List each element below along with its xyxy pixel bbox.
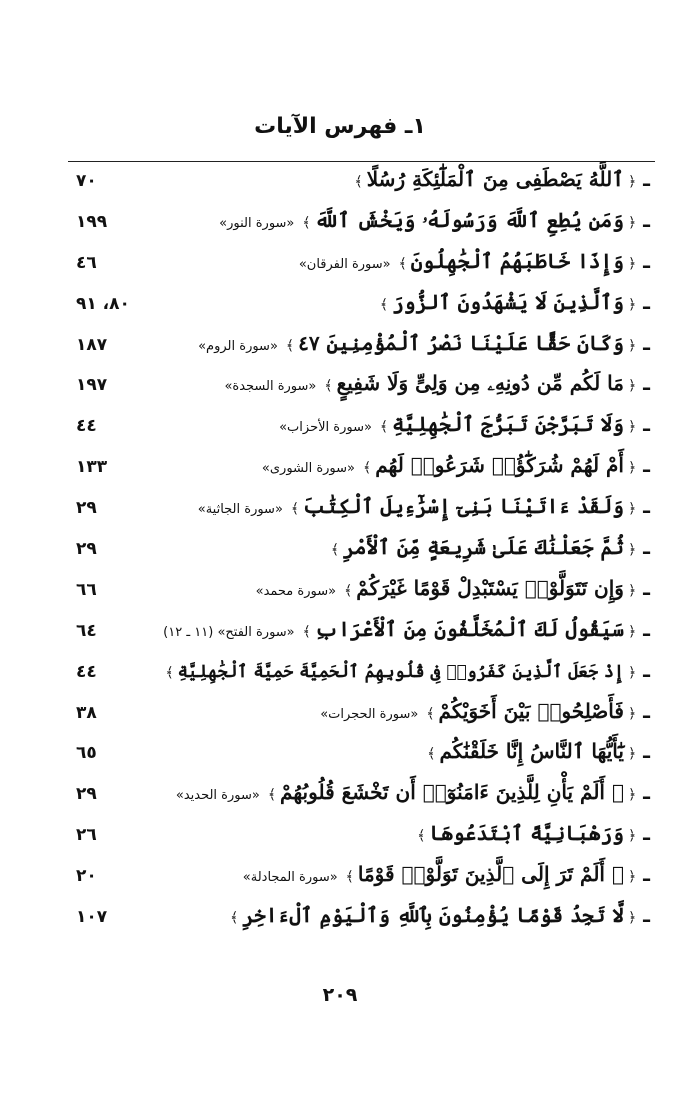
- ornate-bracket-open: ﴿: [627, 296, 637, 313]
- ornate-bracket-close: ﴾: [426, 705, 435, 722]
- surah-name: «سورة الفرقان»: [298, 256, 391, 272]
- verse-text: وَلَا تَبَرَّجْنَ تَبَرُّجَ ٱلْجَٰهِلِيَّةِ: [392, 412, 624, 437]
- page-reference: ٦٤: [76, 620, 97, 641]
- page-reference: ٤٤: [76, 416, 97, 437]
- bullet-dash: ـ: [643, 289, 650, 314]
- bullet-dash: ـ: [643, 371, 650, 396]
- index-row: [0, 613, 680, 654]
- index-row: [0, 572, 680, 613]
- verse-text: فَأَصْلِحُوا۟ بَيْنَ أَخَوَيْكُمْ: [438, 698, 624, 723]
- page-reference: ٤٤: [76, 661, 97, 682]
- page-reference: ١٩٩: [76, 211, 108, 232]
- ornate-bracket-open: ﴿: [627, 501, 637, 518]
- page-reference: ١٨٧: [76, 334, 108, 355]
- ornate-bracket-close: ﴾: [165, 664, 174, 681]
- index-entry: [198, 494, 650, 518]
- bullet-dash: ـ: [643, 167, 650, 191]
- ornate-bracket-open: ﴿: [627, 787, 637, 804]
- ornate-bracket-open: ﴿: [627, 664, 637, 681]
- index-entry: [230, 903, 650, 927]
- verse-text: وَلَقَدْ ءَاتَيْنَا بَنِىٓ إِسْرَٰٓءِيلَ ٱلْكِتَٰبَ: [303, 494, 624, 519]
- ornate-bracket-close: ﴾: [417, 828, 426, 845]
- ornate-bracket-close: ﴾: [379, 296, 389, 313]
- bullet-dash: ـ: [643, 330, 650, 355]
- ornate-bracket-open: ﴿: [627, 623, 637, 640]
- page-reference: ٢٩: [76, 498, 97, 519]
- bullet-dash: ـ: [643, 739, 650, 764]
- page-reference: ٢٠: [76, 866, 97, 887]
- verse-text: مَا لَكُم مِّن دُونِهِۦ مِن وَلِىٍّ وَلَا شَفِيعٍ: [336, 371, 624, 396]
- verse-text: لَّا تَجِدُ قَوْمًا يُؤْمِنُونَ بِٱللَّهِ وَٱلْيَوْمِ ٱلْءَاخِرِ: [242, 903, 624, 928]
- ornate-bracket-close: ﴾: [302, 214, 311, 231]
- verse-text: ٱللَّهُ يَصْطَفِى مِنَ ٱلْمَلَٰٓئِكَةِ رُسُلًا: [366, 167, 624, 191]
- ornate-bracket-open: ﴿: [627, 910, 637, 927]
- bullet-dash: ـ: [643, 616, 650, 641]
- page-title: ١ـ فهرس الآيات: [254, 114, 426, 139]
- surah-name: «سورة النور»: [219, 215, 295, 231]
- ornate-bracket-open: ﴿: [627, 828, 637, 845]
- ornate-bracket-close: ﴾: [427, 746, 436, 763]
- page-reference: ٢٩: [76, 784, 97, 805]
- index-entry: [219, 208, 650, 232]
- index-row: [0, 327, 680, 368]
- index-row: [0, 449, 680, 490]
- surah-name: «سورة السجدة»: [224, 379, 317, 395]
- index-row: [0, 163, 680, 204]
- surah-name: «سورة الجاثية»: [197, 502, 283, 518]
- verse-text: ثُمَّ جَعَلْنَٰكَ عَلَىٰ شَرِيعَةٍ مِّنَ ٱلْأَمْرِ: [343, 535, 624, 560]
- index-row: [0, 899, 680, 940]
- bullet-dash: ـ: [643, 412, 650, 437]
- index-row: [0, 776, 680, 817]
- index-entry: [279, 412, 650, 436]
- ornate-bracket-close: ﴾: [324, 378, 333, 395]
- verse-text: وَإِذَا خَاطَبَهُمُ ٱلْجَٰهِلُونَ: [410, 248, 624, 273]
- verse-index-list: [0, 163, 680, 940]
- bullet-dash: ـ: [643, 862, 650, 887]
- index-entry: [331, 535, 650, 559]
- bullet-dash: ـ: [643, 494, 650, 519]
- index-entry: [198, 331, 650, 355]
- index-entry: [427, 739, 650, 763]
- ornate-bracket-open: ﴿: [627, 460, 637, 477]
- verse-text: وَإِن تَتَوَلَّوْا۟ يَسْتَبْدِلْ قَوْمًا غَيْرَكُمْ: [356, 575, 624, 600]
- ornate-bracket-open: ﴿: [627, 337, 637, 354]
- index-entry: [243, 862, 650, 886]
- index-entry: [224, 371, 650, 395]
- index-row: [0, 735, 680, 776]
- ornate-bracket-close: ﴾: [330, 542, 340, 559]
- verse-text: وَمَن يُطِعِ ٱللَّهَ وَرَسُولَهُۥ وَيَخْشَ ٱللَّهَ: [314, 207, 624, 232]
- page-reference: ٨٠، ٩١: [76, 293, 130, 314]
- page-reference: ٧٠: [76, 171, 97, 191]
- bullet-dash: ـ: [643, 207, 650, 232]
- verse-text: وَكَانَ حَقًّا عَلَيْنَا نَصْرُ ٱلْمُؤْمِنِينَ ٤٧: [298, 330, 624, 355]
- index-entry: [256, 576, 650, 600]
- surah-name: «سورة المجادلة»: [242, 870, 338, 886]
- ornate-bracket-open: ﴿: [627, 869, 637, 886]
- page-reference: ٤٦: [76, 252, 97, 273]
- ornate-bracket-open: ﴿: [627, 582, 637, 599]
- surah-name: «سورة الفتح» (١١ ـ ١٢): [163, 624, 295, 640]
- verse-text: ۞ أَلَمْ تَرَ إِلَى ٱلَّذِينَ تَوَلَّوْا۟ قَوْمًا: [357, 862, 624, 887]
- page-reference: ١٩٧: [76, 375, 108, 396]
- surah-name: «سورة الأحزاب»: [279, 420, 372, 436]
- verse-text: يَٰٓأَيُّهَا ٱلنَّاسُ إِنَّا خَلَقْنَٰكُم: [439, 739, 624, 764]
- index-row: [0, 408, 680, 449]
- page-reference: ١٣٣: [76, 457, 108, 478]
- bullet-dash: ـ: [643, 575, 650, 600]
- bullet-dash: ـ: [643, 903, 650, 928]
- ornate-bracket-open: ﴿: [627, 378, 637, 395]
- surah-name: «سورة الحديد»: [175, 788, 260, 804]
- ornate-bracket-close: ﴾: [290, 501, 300, 518]
- ornate-bracket-close: ﴾: [363, 460, 372, 477]
- index-row: [0, 245, 680, 286]
- verse-text: ۞ أَلَمْ يَأْنِ لِلَّذِينَ ءَامَنُوٓا۟ أَن تَخْشَعَ قُلُوبُهُمْ: [280, 780, 624, 805]
- ornate-bracket-close: ﴾: [302, 623, 311, 640]
- bullet-dash: ـ: [643, 780, 650, 805]
- title-divider: [68, 161, 655, 162]
- bullet-dash: ـ: [643, 698, 650, 723]
- index-entry: [355, 167, 650, 191]
- index-row: [0, 204, 680, 245]
- bullet-dash: ـ: [643, 453, 650, 478]
- bullet-dash: ـ: [643, 657, 650, 682]
- index-entry: [380, 290, 650, 314]
- ornate-bracket-close: ﴾: [230, 910, 239, 927]
- ornate-bracket-close: ﴾: [398, 255, 407, 272]
- index-entry: [262, 453, 650, 477]
- ornate-bracket-open: ﴿: [627, 255, 637, 272]
- index-entry: [176, 780, 650, 804]
- index-entry: [320, 699, 650, 723]
- index-entry: [299, 249, 650, 273]
- index-row: [0, 654, 680, 695]
- ornate-bracket-open: ﴿: [627, 214, 637, 231]
- index-entry: [165, 658, 650, 682]
- index-row: [0, 817, 680, 858]
- page-number: ٢٠٩: [322, 984, 358, 1006]
- index-row: [0, 695, 680, 736]
- index-row: [0, 531, 680, 572]
- index-row: [0, 286, 680, 327]
- ornate-bracket-open: ﴿: [627, 705, 637, 722]
- bullet-dash: ـ: [643, 821, 650, 846]
- surah-name: «سورة الشورى»: [261, 461, 355, 477]
- ornate-bracket-close: ﴾: [354, 174, 363, 190]
- verse-text: وَرَهْبَانِيَّةً ٱبْتَدَعُوهَا: [429, 821, 624, 846]
- bullet-dash: ـ: [643, 248, 650, 273]
- ornate-bracket-close: ﴾: [267, 787, 277, 804]
- bullet-dash: ـ: [643, 535, 650, 560]
- ornate-bracket-open: ﴿: [627, 174, 637, 190]
- ornate-bracket-close: ﴾: [344, 582, 353, 599]
- verse-text: سَيَقُولُ لَكَ ٱلْمُخَلَّفُونَ مِنَ ٱلْأَعْرَابِ: [314, 616, 624, 641]
- page-reference: ٢٦: [76, 825, 97, 846]
- verse-text: إِذْ جَعَلَ ٱلَّذِينَ كَفَرُوا۟ فِى قُلُوبِهِمُ ٱلْحَمِيَّةَ حَمِيَّةَ ٱلْجَٰهِلِيَّةِ: [177, 661, 624, 682]
- index-entry: [163, 617, 650, 641]
- page-reference: ٦٦: [76, 579, 97, 600]
- page-reference: ٢٩: [76, 539, 97, 560]
- ornate-bracket-open: ﴿: [627, 419, 637, 436]
- surah-name: «سورة الحجرات»: [320, 706, 419, 722]
- page-reference: ٦٥: [76, 743, 97, 764]
- index-row: [0, 858, 680, 899]
- verse-text: أَمْ لَهُمْ شُرَكَٰٓؤُا۟ شَرَعُوا۟ لَهُم: [375, 453, 624, 478]
- index-row: [0, 490, 680, 531]
- ornate-bracket-open: ﴿: [627, 542, 637, 559]
- ornate-bracket-close: ﴾: [345, 869, 354, 886]
- surah-name: «سورة محمد»: [255, 583, 337, 599]
- ornate-bracket-close: ﴾: [285, 337, 295, 354]
- ornate-bracket-open: ﴿: [627, 746, 637, 763]
- index-row: [0, 367, 680, 408]
- page-reference: ٣٨: [76, 702, 97, 723]
- surah-name: «سورة الروم»: [198, 338, 278, 354]
- verse-text: وَٱلَّذِينَ لَا يَشْهَدُونَ ٱلزُّورَ: [392, 289, 624, 314]
- ornate-bracket-close: ﴾: [379, 419, 389, 436]
- index-entry: [417, 821, 650, 845]
- page-reference: ١٠٧: [76, 907, 108, 928]
